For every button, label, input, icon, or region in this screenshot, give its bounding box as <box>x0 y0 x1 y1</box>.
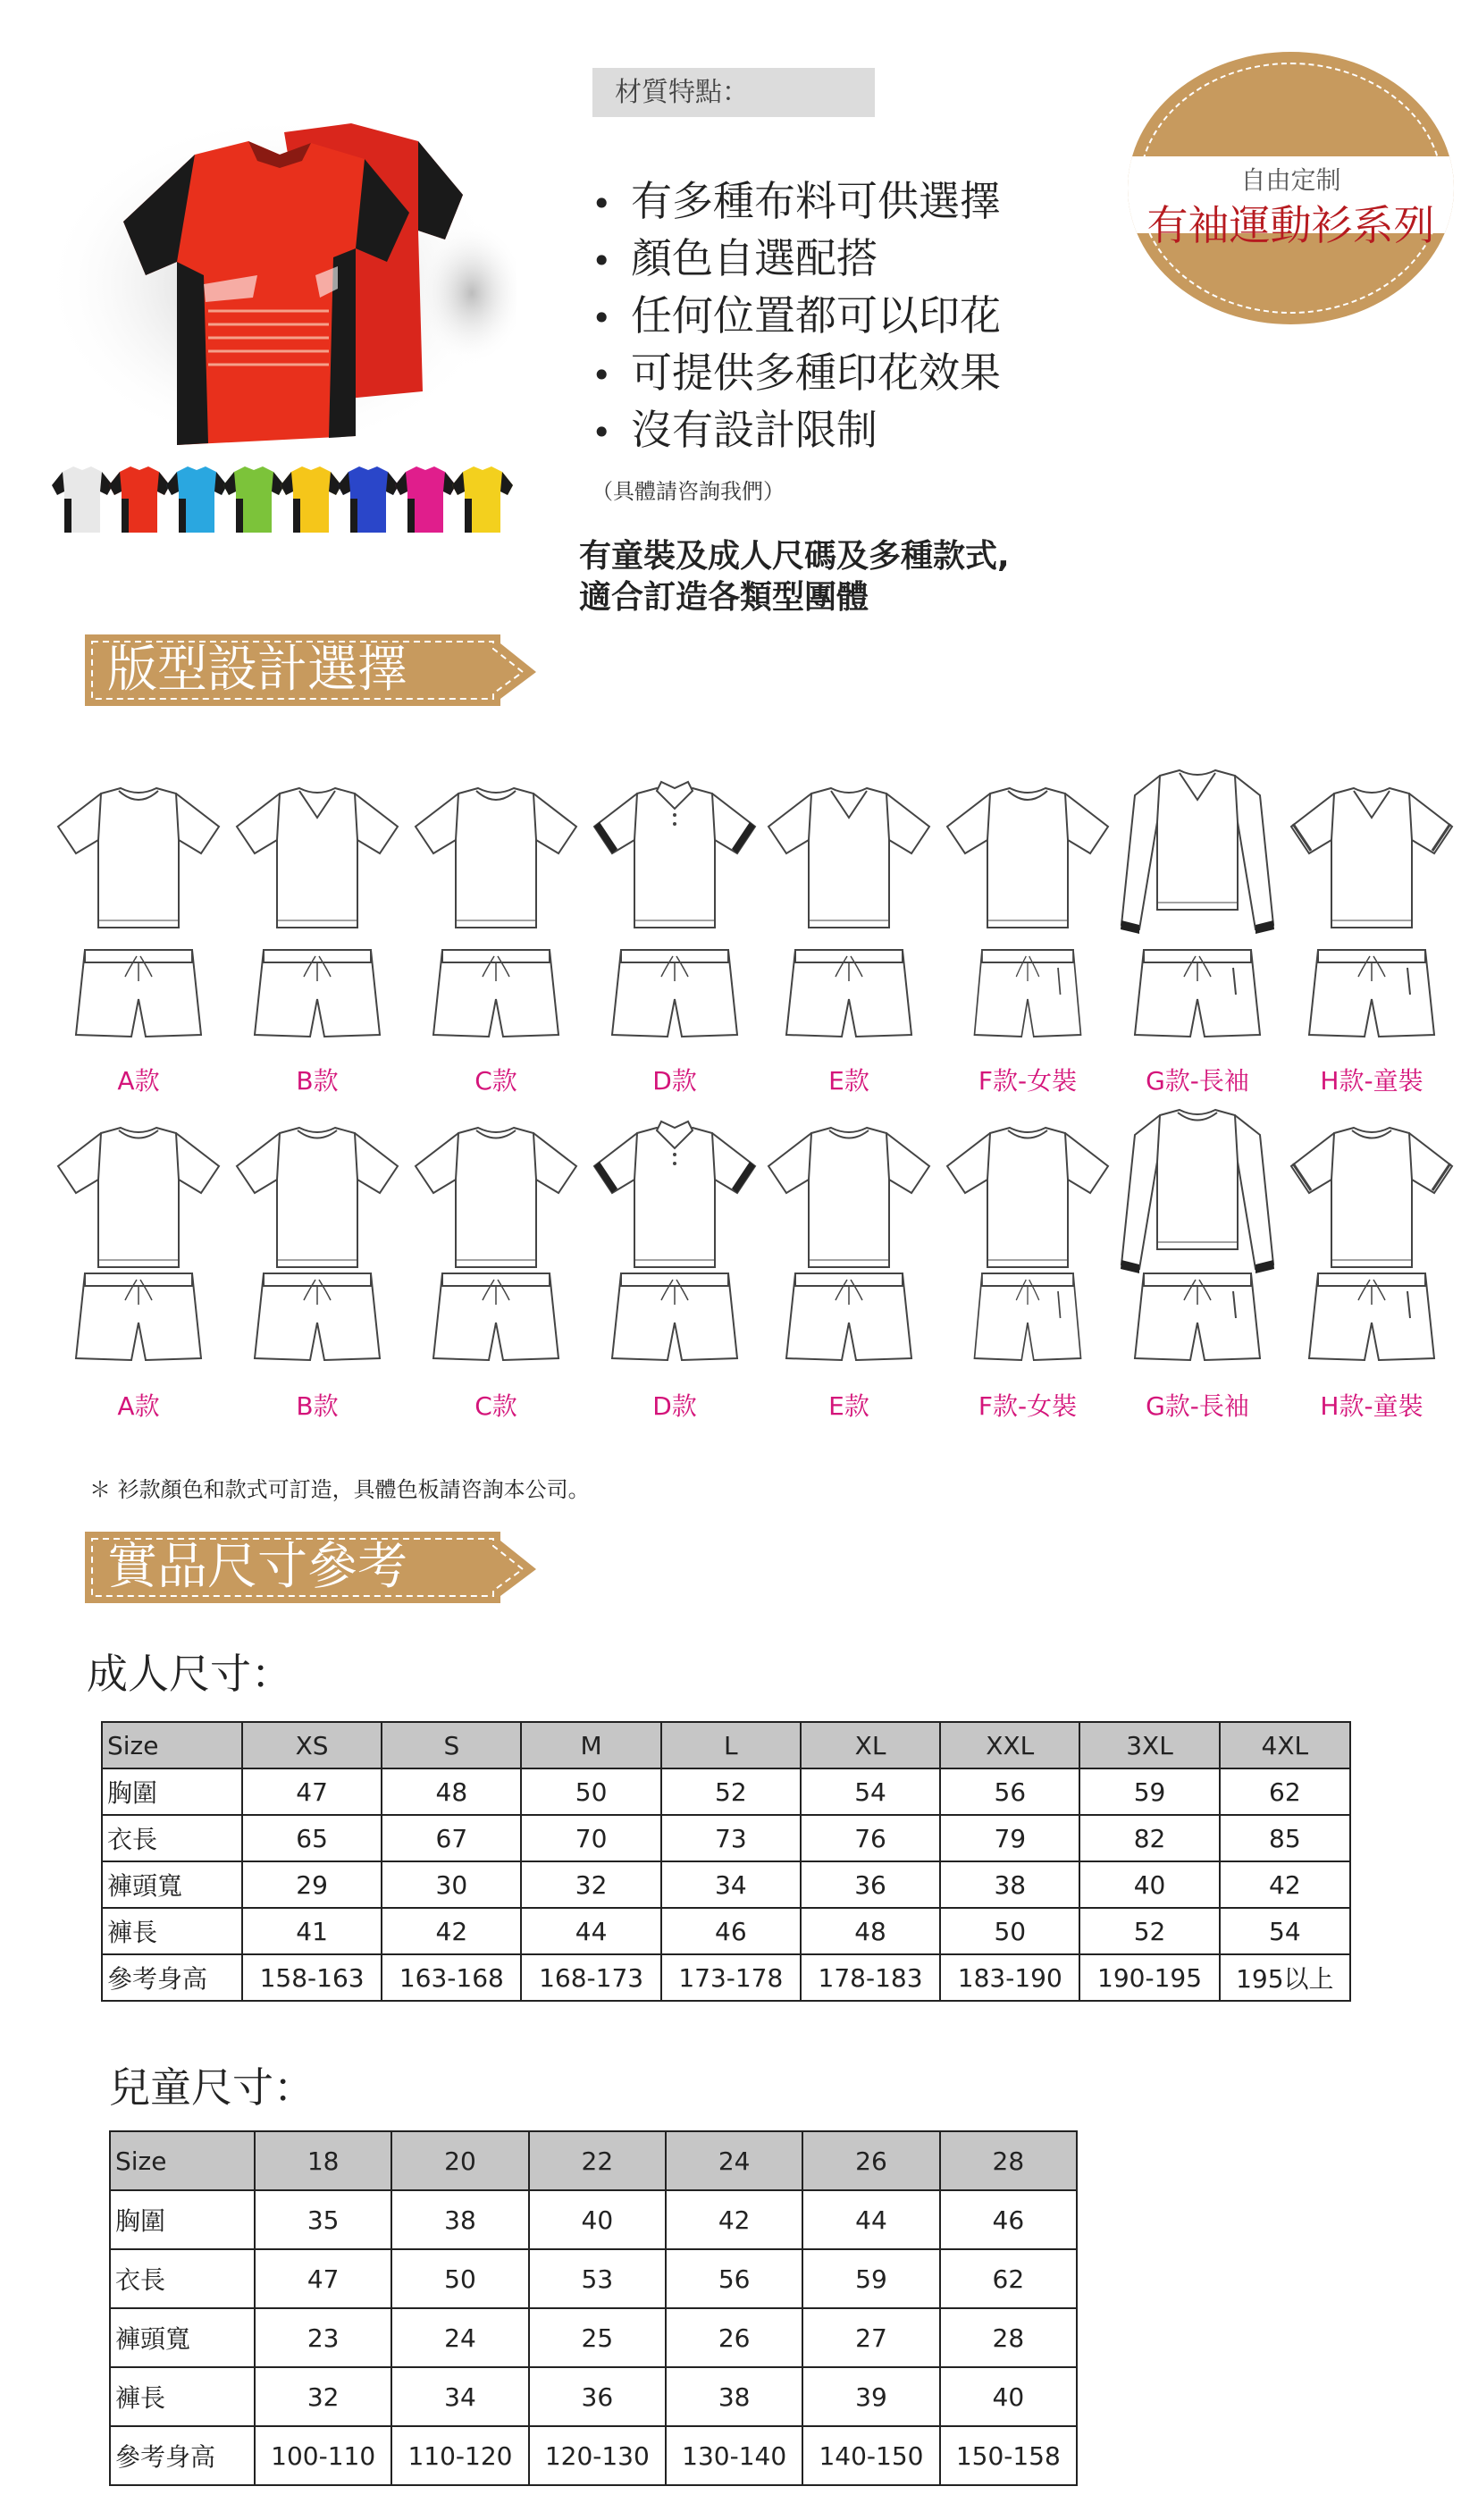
feature-list <box>592 174 1001 460</box>
measure-value: 73 <box>661 1815 801 1861</box>
measure-value: 48 <box>801 1908 940 1954</box>
measure-value: 38 <box>666 2367 802 2426</box>
measure-value: 50 <box>391 2249 528 2308</box>
style-label: A款 <box>117 1391 160 1421</box>
shirt-illustration <box>585 1108 764 1278</box>
mini-jersey-swatch <box>452 466 513 533</box>
measure-value: 183-190 <box>940 1954 1079 2001</box>
feature-item <box>592 346 1001 403</box>
measure-value: 40 <box>529 2190 666 2249</box>
measure-value: 24 <box>391 2308 528 2367</box>
mini-jersey-swatch <box>395 466 456 533</box>
style-label: D款 <box>652 1391 697 1421</box>
shirt-illustration <box>228 769 407 938</box>
product-description <box>579 536 1010 618</box>
measure-value: 26 <box>666 2308 802 2367</box>
measure-value: 62 <box>1220 1768 1350 1815</box>
table-header-row <box>102 1722 1350 1768</box>
measure-value: 173-178 <box>661 1954 801 2001</box>
mini-jersey-swatch <box>109 466 170 533</box>
size-header-cell: 4XL <box>1220 1722 1350 1768</box>
measure-value: 82 <box>1079 1815 1219 1861</box>
shorts-illustration <box>49 945 228 1044</box>
measure-value: 32 <box>255 2367 391 2426</box>
measure-value: 32 <box>521 1861 660 1908</box>
section-banner-design <box>85 634 539 706</box>
measure-value: 42 <box>1220 1861 1350 1908</box>
feature-item <box>592 231 1001 289</box>
feature-item <box>592 403 1001 460</box>
shirt-illustration <box>585 769 764 938</box>
measure-label: 褲長 <box>110 2367 255 2426</box>
measure-value: 195以上 <box>1220 1954 1350 2001</box>
measure-label: 參考身高 <box>110 2426 255 2485</box>
style-label: F款-女裝 <box>978 1391 1078 1421</box>
style-label: C款 <box>474 1391 517 1421</box>
table-row <box>102 1908 1350 1954</box>
bullet-icon: • <box>592 184 612 223</box>
measure-value: 76 <box>801 1815 940 1861</box>
measure-value: 27 <box>802 2308 939 2367</box>
bullet-icon: • <box>592 298 612 338</box>
measure-value: 35 <box>255 2190 391 2249</box>
measure-value: 140-150 <box>802 2426 939 2485</box>
shirt-illustration <box>49 769 228 938</box>
shirt-illustration <box>407 1108 585 1278</box>
table-row <box>110 2367 1077 2426</box>
shorts-illustration <box>1108 945 1287 1044</box>
shorts-illustration <box>760 945 938 1044</box>
shorts-illustration <box>228 1269 407 1367</box>
measure-value: 48 <box>382 1768 521 1815</box>
table-header-row <box>110 2131 1077 2190</box>
shirt-illustration <box>228 1108 407 1278</box>
badge-subtitle: 自由定制 <box>1240 165 1341 195</box>
description-line: 適合訂造各類型團體 <box>579 579 869 616</box>
size-header-cell: 26 <box>802 2131 939 2190</box>
shorts-illustration <box>938 1269 1117 1367</box>
size-header-cell: 24 <box>666 2131 802 2190</box>
features-heading: 材質特點： <box>592 68 875 117</box>
table-row <box>110 2308 1077 2367</box>
measure-value: 44 <box>521 1908 660 1954</box>
measure-label: 參考身高 <box>102 1954 242 2001</box>
adult-size-table <box>101 1721 1351 2002</box>
table-row <box>110 2426 1077 2485</box>
style-label: B款 <box>296 1066 339 1096</box>
measure-label: 褲頭寬 <box>102 1861 242 1908</box>
feature-text: 顏色自選配搭 <box>631 234 878 282</box>
size-header-cell: 28 <box>940 2131 1077 2190</box>
style-label: C款 <box>474 1066 517 1096</box>
bullet-icon: • <box>592 413 612 452</box>
measure-value: 110-120 <box>391 2426 528 2485</box>
measure-value: 65 <box>242 1815 382 1861</box>
measure-value: 54 <box>1220 1908 1350 1954</box>
style-label: A款 <box>117 1066 160 1096</box>
measure-value: 56 <box>666 2249 802 2308</box>
measure-value: 54 <box>801 1768 940 1815</box>
measure-value: 28 <box>940 2308 1077 2367</box>
footnote: ＊ 衫款顏色和款式可訂造，具體色板請咨詢本公司。 <box>89 1477 590 1502</box>
measure-value: 46 <box>661 1908 801 1954</box>
kids-size-title: 兒童尺寸： <box>109 2063 315 2112</box>
style-label: G款-長袖 <box>1146 1391 1249 1421</box>
shirt-illustration <box>1282 1108 1461 1278</box>
style-label: H款-童裝 <box>1320 1391 1423 1421</box>
measure-value: 29 <box>242 1861 382 1908</box>
measure-value: 42 <box>666 2190 802 2249</box>
table-row <box>110 2190 1077 2249</box>
size-header-cell: XL <box>801 1722 940 1768</box>
badge-title: 有袖運動衫系列 <box>1146 201 1435 249</box>
measure-value: 100-110 <box>255 2426 391 2485</box>
style-label: H款-童裝 <box>1320 1066 1423 1096</box>
table-row <box>102 1861 1350 1908</box>
measure-value: 47 <box>242 1768 382 1815</box>
table-row <box>102 1768 1350 1815</box>
size-header-cell: 22 <box>529 2131 666 2190</box>
measure-value: 50 <box>521 1768 660 1815</box>
style-label: E款 <box>828 1066 869 1096</box>
shorts-illustration <box>1282 1269 1461 1367</box>
feature-text: 可提供多種印花效果 <box>631 349 1001 397</box>
measure-value: 158-163 <box>242 1954 382 2001</box>
bullet-icon: • <box>592 241 612 281</box>
measure-value: 44 <box>802 2190 939 2249</box>
measure-value: 34 <box>391 2367 528 2426</box>
measure-value: 53 <box>529 2249 666 2308</box>
size-header-cell: 3XL <box>1079 1722 1219 1768</box>
shorts-illustration <box>407 945 585 1044</box>
measure-label: 褲長 <box>102 1908 242 1954</box>
mini-jersey-swatch <box>52 466 113 533</box>
adult-size-title: 成人尺寸： <box>87 1650 292 1698</box>
table-row <box>110 2249 1077 2308</box>
mini-jersey-swatch <box>223 466 284 533</box>
measure-value: 52 <box>1079 1908 1219 1954</box>
shorts-illustration <box>49 1269 228 1367</box>
measure-value: 59 <box>802 2249 939 2308</box>
size-header-label: Size <box>110 2131 255 2190</box>
color-swatch-strip <box>52 466 513 533</box>
style-label: F款-女裝 <box>978 1066 1078 1096</box>
shirt-illustration <box>760 1108 938 1278</box>
measure-value: 50 <box>940 1908 1079 1954</box>
style-label: D款 <box>652 1066 697 1096</box>
style-label: E款 <box>828 1391 869 1421</box>
shorts-illustration <box>228 945 407 1044</box>
measure-value: 36 <box>801 1861 940 1908</box>
shirt-illustration <box>407 769 585 938</box>
size-header-cell: XXL <box>940 1722 1079 1768</box>
measure-value: 25 <box>529 2308 666 2367</box>
series-badge <box>1128 52 1454 324</box>
shorts-illustration <box>760 1269 938 1367</box>
mini-jersey-swatch <box>281 466 341 533</box>
section-title: 實品尺寸參考 <box>107 1538 407 1596</box>
measure-value: 168-173 <box>521 1954 660 2001</box>
measure-value: 38 <box>940 1861 1079 1908</box>
section-banner-sizes <box>85 1532 539 1603</box>
mini-jersey-swatch <box>338 466 399 533</box>
measure-value: 30 <box>382 1861 521 1908</box>
measure-value: 130-140 <box>666 2426 802 2485</box>
shirt-illustration <box>760 769 938 938</box>
size-header-cell: 18 <box>255 2131 391 2190</box>
shirt-illustration <box>938 769 1117 938</box>
measure-label: 胸圍 <box>102 1768 242 1815</box>
jersey-illustration <box>43 105 516 592</box>
style-label: G款-長袖 <box>1146 1066 1249 1096</box>
shorts-illustration <box>938 945 1117 1044</box>
measure-value: 67 <box>382 1815 521 1861</box>
shirt-illustration <box>1282 769 1461 938</box>
table-row <box>102 1954 1350 2001</box>
bullet-icon: • <box>592 356 612 395</box>
measure-value: 36 <box>529 2367 666 2426</box>
size-header-cell: M <box>521 1722 660 1768</box>
feature-item <box>592 174 1001 231</box>
measure-value: 40 <box>940 2367 1077 2426</box>
shirt-illustration <box>938 1108 1117 1278</box>
description-line: 有童裝及成人尺碼及多種款式, <box>579 538 1010 575</box>
style-label: B款 <box>296 1391 339 1421</box>
measure-value: 23 <box>255 2308 391 2367</box>
measure-value: 163-168 <box>382 1954 521 2001</box>
feature-text: 沒有設計限制 <box>631 406 878 454</box>
measure-value: 47 <box>255 2249 391 2308</box>
measure-value: 56 <box>940 1768 1079 1815</box>
measure-value: 190-195 <box>1079 1954 1219 2001</box>
measure-value: 178-183 <box>801 1954 940 2001</box>
measure-value: 59 <box>1079 1768 1219 1815</box>
measure-value: 34 <box>661 1861 801 1908</box>
size-header-cell: S <box>382 1722 521 1768</box>
shorts-illustration <box>585 945 764 1044</box>
measure-value: 70 <box>521 1815 660 1861</box>
feature-text: 任何位置都可以印花 <box>631 291 1001 340</box>
section-title: 版型設計選擇 <box>107 641 407 699</box>
feature-item <box>592 289 1001 346</box>
measure-label: 衣長 <box>102 1815 242 1861</box>
measure-value: 62 <box>940 2249 1077 2308</box>
consult-note: （具體請咨詢我們） <box>592 479 785 504</box>
shirt-illustration <box>1108 751 1287 938</box>
measure-value: 52 <box>661 1768 801 1815</box>
shorts-illustration <box>1282 945 1461 1044</box>
shirt-illustration <box>49 1108 228 1278</box>
size-header-label: Size <box>102 1722 242 1768</box>
measure-value: 39 <box>802 2367 939 2426</box>
feature-text: 有多種布料可供選擇 <box>631 177 1001 225</box>
measure-value: 120-130 <box>529 2426 666 2485</box>
shorts-illustration <box>407 1269 585 1367</box>
measure-label: 褲頭寬 <box>110 2308 255 2367</box>
measure-value: 46 <box>940 2190 1077 2249</box>
measure-value: 42 <box>382 1908 521 1954</box>
measure-label: 衣長 <box>110 2249 255 2308</box>
measure-value: 150-158 <box>940 2426 1077 2485</box>
measure-value: 40 <box>1079 1861 1219 1908</box>
measure-value: 41 <box>242 1908 382 1954</box>
shorts-illustration <box>1108 1269 1287 1367</box>
measure-label: 胸圍 <box>110 2190 255 2249</box>
measure-value: 38 <box>391 2190 528 2249</box>
table-row <box>102 1815 1350 1861</box>
kids-size-table <box>109 2130 1078 2486</box>
shirt-illustration <box>1108 1090 1287 1278</box>
measure-value: 79 <box>940 1815 1079 1861</box>
size-header-cell: L <box>661 1722 801 1768</box>
size-header-cell: XS <box>242 1722 382 1768</box>
product-hero-image <box>43 105 516 592</box>
measure-value: 85 <box>1220 1815 1350 1861</box>
shorts-illustration <box>585 1269 764 1367</box>
size-header-cell: 20 <box>391 2131 528 2190</box>
mini-jersey-swatch <box>166 466 227 533</box>
